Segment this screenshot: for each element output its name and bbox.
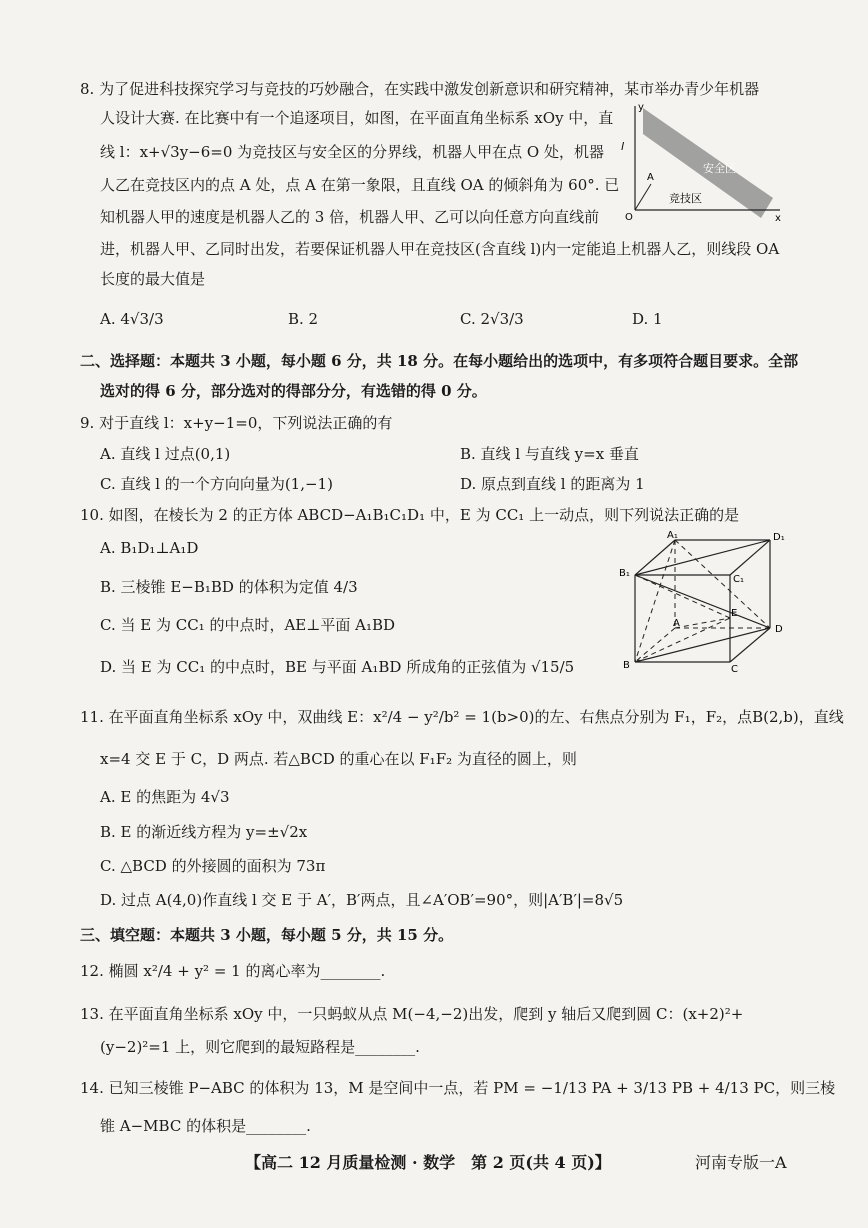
q8-line7: 长度的最大值是 — [100, 270, 206, 288]
q10-option-b: B. 三棱锥 E−B₁BD 的体积为定值 4/3 — [100, 578, 358, 596]
q13-line2: (y−2)²=1 上，则它爬到的最短路程是________. — [100, 1038, 420, 1056]
q11-option-c: C. △BCD 的外接圆的面积为 73π — [100, 857, 326, 875]
segment-oa — [635, 184, 651, 210]
vertex-e: E — [731, 608, 738, 619]
footer-edition: 河南专版一A — [695, 1153, 787, 1172]
footer-page-info: 【高二 12 月质量检测 · 数学 第 2 页(共 4 页)】 — [245, 1153, 611, 1172]
q8-line1: 8. 为了促进科技探究学习与竞技的巧妙融合，在实践中激发创新意识和研究精神，某市举办青少年机器 — [80, 80, 760, 98]
vertex-d: D — [775, 624, 783, 635]
vertex-a1: A₁ — [667, 530, 678, 541]
q10-cube-figure — [615, 530, 795, 675]
vertex-b1: B₁ — [619, 568, 630, 579]
q8-option-d: D. 1 — [632, 310, 663, 328]
vertex-b: B — [623, 660, 630, 671]
q8-line2: 人设计大赛. 在比赛中有一个追逐项目，如图，在平面直角坐标系 xOy 中，直 — [100, 109, 614, 127]
q11-line1: 11. 在平面直角坐标系 xOy 中，双曲线 E：x²/4 − y²/b² = 1(b>0)的左、右焦点分别为 F₁，F₂，点B(2,b)，直线 — [80, 708, 844, 726]
q14-line1: 14. 已知三棱锥 P−ABC 的体积为 13，M 是空间中一点，若 PM = −1/13 PA + 3/13 PB + 4/13 PC，则三棱 — [80, 1079, 836, 1097]
q9-option-d: D. 原点到直线 l 的距离为 1 — [460, 475, 645, 493]
label-o: O — [625, 212, 633, 223]
section3-line1: 三、填空题：本题共 3 小题，每小题 5 分，共 15 分。 — [80, 926, 454, 944]
q11-option-a: A. E 的焦距为 4√3 — [100, 788, 230, 806]
q14-line2: 锥 A−MBC 的体积是________. — [100, 1117, 311, 1135]
q11-option-d: D. 过点 A(4,0)作直线 l 交 E 于 A′，B′两点，且∠A′OB′=90°，则|A′B′|=8√5 — [100, 891, 624, 909]
vertex-c1: C₁ — [733, 574, 744, 585]
q10-stem: 10. 如图，在棱长为 2 的正方体 ABCD−A₁B₁C₁D₁ 中，E 为 CC₁ 上一动点，则下列说法正确的是 — [80, 506, 740, 524]
label-a: A — [647, 172, 654, 183]
label-l: l — [621, 140, 625, 153]
q13-line1: 13. 在平面直角坐标系 xOy 中，一只蚂蚁从点 M(−4,−2)出发，爬到 y 轴后又爬到圆 C：(x+2)²+ — [80, 1005, 744, 1023]
q10-option-c: C. 当 E 为 CC₁ 的中点时，AE⊥平面 A₁BD — [100, 616, 396, 634]
label-competition-zone: 竞技区 — [669, 192, 702, 205]
q8-line6: 进，机器人甲、乙同时出发，若要保证机器人甲在竞技区(含直线 l)内一定能追上机器人乙，则线段 OA — [100, 240, 780, 258]
q9-stem: 9. 对于直线 l：x+y−1=0，下列说法正确的有 — [80, 414, 393, 432]
q8-figure — [615, 100, 785, 225]
label-y: y — [638, 102, 644, 113]
q8-option-a: A. 4√3/3 — [100, 310, 164, 328]
q9-option-b: B. 直线 l 与直线 y=x 垂直 — [460, 445, 639, 463]
q9-option-c: C. 直线 l 的一个方向向量为(1,−1) — [100, 475, 333, 493]
vertex-d1: D₁ — [773, 532, 785, 543]
vertex-c: C — [731, 664, 738, 675]
q10-option-d: D. 当 E 为 CC₁ 的中点时，BE 与平面 A₁BD 所成角的正弦值为 √15/5 — [100, 658, 575, 676]
label-x: x — [775, 213, 781, 224]
label-safe-zone: 安全区 — [703, 162, 736, 175]
q12-line1: 12. 椭圆 x²/4 + y² = 1 的离心率为________. — [80, 962, 386, 980]
q11-option-b: B. E 的渐近线方程为 y=±√2x — [100, 823, 308, 841]
q8-option-c: C. 2√3/3 — [460, 310, 524, 328]
q11-line2: x=4 交 E 于 C，D 两点. 若△BCD 的重心在以 F₁F₂ 为直径的圆上，则 — [100, 750, 577, 768]
section2-line2: 选对的得 6 分，部分选对的得部分分，有选错的得 0 分。 — [100, 382, 487, 400]
q8-line5: 知机器人甲的速度是机器人乙的 3 倍，机器人甲、乙可以向任意方向直线前 — [100, 208, 600, 226]
q10-option-a: A. B₁D₁⊥A₁D — [100, 539, 199, 557]
section2-line1: 二、选择题：本题共 3 小题，每小题 6 分，共 18 分。在每小题给出的选项中，有多项符合题目要求。全部 — [80, 352, 799, 370]
q8-option-b: B. 2 — [288, 310, 319, 328]
q9-option-a: A. 直线 l 过点(0,1) — [100, 445, 231, 463]
q8-line4: 人乙在竞技区内的点 A 处，点 A 在第一象限，且直线 OA 的倾斜角为 60°. 已 — [100, 176, 620, 194]
vertex-a: A — [673, 618, 680, 629]
q8-line3: 线 l：x+√3y−6=0 为竞技区与安全区的分界线，机器人甲在点 O 处，机器 — [100, 143, 604, 161]
